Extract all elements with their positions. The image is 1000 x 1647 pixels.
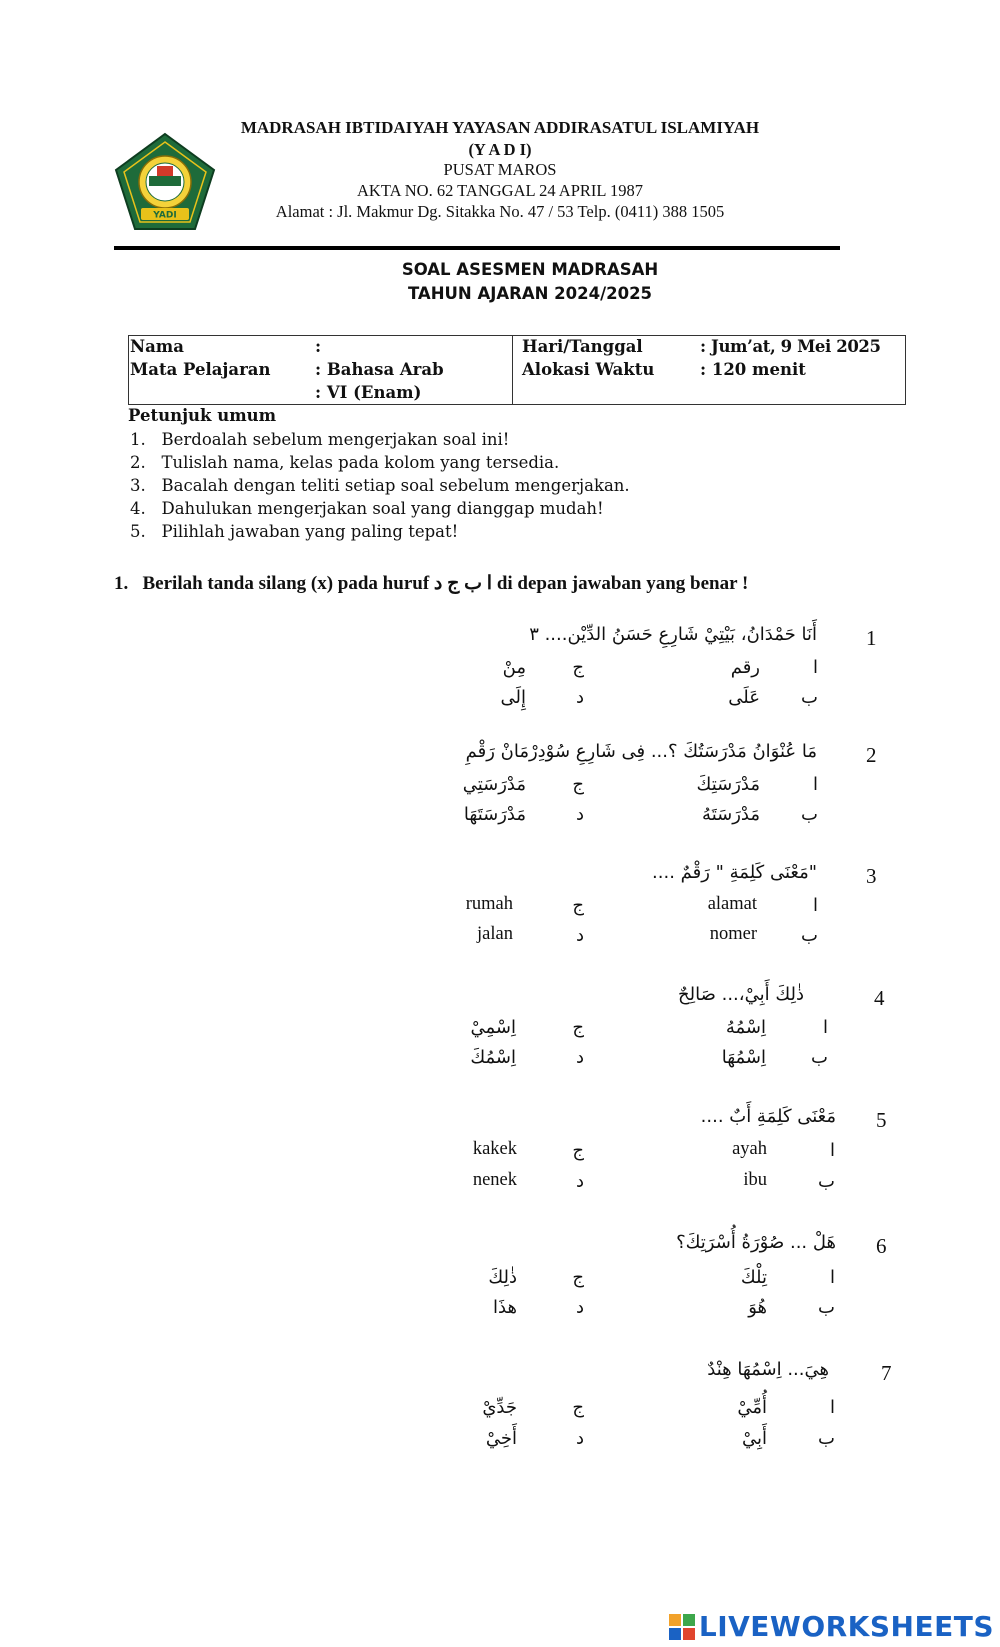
instructions-heading: Petunjuk umum — [128, 406, 277, 425]
option-letter-b: ب — [811, 1047, 828, 1068]
option-letter-a: ا — [812, 895, 818, 916]
liveworksheets-brand[interactable] — [669, 1610, 994, 1643]
option-b[interactable]: اِسْمُهَا — [721, 1047, 766, 1068]
option-d[interactable]: اِسْمُكَ — [470, 1047, 516, 1068]
mapel-value: : Bahasa Arab — [315, 360, 444, 379]
hari-value: : Jum’at, 9 Mei 2025 — [700, 337, 881, 356]
option-a[interactable]: اِسْمُهُ — [725, 1017, 766, 1038]
liveworksheets-logo-icon — [669, 1614, 695, 1640]
option-letter-c: ج — [572, 657, 584, 678]
option-letter-d: د — [575, 1297, 584, 1318]
question-number: 1 — [866, 626, 877, 650]
option-b[interactable]: مَدْرَسَتَهُ — [702, 804, 760, 825]
table-divider — [512, 336, 513, 404]
option-letter-b: ب — [801, 804, 818, 825]
option-letter-a: ا — [812, 774, 818, 795]
option-letter-c: ج — [572, 1397, 584, 1418]
option-b[interactable]: ibu — [743, 1170, 767, 1190]
question-number: 7 — [881, 1361, 892, 1385]
option-letter-a: ا — [822, 1017, 828, 1038]
logo-text: YADI — [153, 210, 177, 221]
question-text: أَنَا حَمْدَانُ، بَيْتِيْ شَارِعِ حَسَنُ الدِّيْن.... ٣ — [529, 624, 817, 645]
option-b[interactable]: هُوَ — [748, 1297, 767, 1318]
option-letter-d: د — [575, 1428, 584, 1449]
option-a[interactable]: رقم — [730, 657, 760, 678]
nama-value[interactable]: : — [315, 337, 322, 356]
option-letter-d: د — [575, 1171, 584, 1192]
option-b[interactable]: عَلَى — [728, 687, 760, 708]
option-d[interactable]: إِلَى — [500, 687, 526, 708]
instruction-item: 2. Tulislah nama, kelas pada kolom yang tersedia. — [130, 453, 560, 472]
school-name: MADRASAH IBTIDAIYAH YAYASAN ADDIRASATUL ISLAMIYAH — [240, 118, 760, 137]
option-a[interactable]: مَدْرَسَتِكَ — [696, 774, 760, 795]
brand-text: LIVEWORKSHEETS — [698, 1610, 994, 1643]
instruction-item: 5. Pilihlah jawaban yang paling tepat! — [130, 522, 459, 541]
option-letter-c: ج — [572, 895, 584, 916]
option-b[interactable]: nomer — [709, 924, 757, 944]
hari-label: Hari/Tanggal — [522, 337, 643, 356]
question-text: مَعْنَى كَلِمَةِ أَبٌ .... — [700, 1106, 836, 1127]
option-d[interactable]: مَدْرَسَتَهَا — [463, 804, 526, 825]
instruction-item: 4. Dahulukan mengerjakan soal yang dianggap mudah! — [130, 499, 604, 518]
option-letter-c: ج — [572, 1267, 584, 1288]
option-c[interactable]: rumah — [465, 894, 513, 914]
question-number: 5 — [876, 1108, 887, 1132]
option-letter-b: ب — [801, 925, 818, 946]
section-instruction: 1. Berilah tanda silang (x) pada huruf ا ب ج د di depan jawaban yang benar ! — [114, 573, 749, 594]
academic-year: TAHUN AJARAN 2024/2025 — [407, 284, 653, 303]
option-letter-d: د — [575, 925, 584, 946]
instruction-item: 1. Berdoalah sebelum mengerjakan soal ini! — [130, 430, 510, 449]
question-text: مَا عُنْوَانُ مَدْرَسَتُكَ ؟... فِى شَارِعِ سُوْدِرْمَانْ رَقْمِ — [465, 741, 817, 762]
option-a[interactable]: أُمِّيْ — [737, 1397, 767, 1418]
option-c[interactable]: اِسْمِيْ — [470, 1017, 516, 1038]
question-number: 3 — [866, 864, 877, 888]
option-c[interactable]: kakek — [472, 1139, 517, 1159]
option-letter-a: ا — [829, 1267, 835, 1288]
option-a[interactable]: ayah — [732, 1139, 767, 1159]
question-number: 4 — [874, 986, 885, 1010]
school-branch: PUSAT MAROS — [443, 160, 557, 179]
option-letter-a: ا — [829, 1397, 835, 1418]
question-number: 6 — [876, 1234, 887, 1258]
option-letter-d: د — [575, 1047, 584, 1068]
mapel-label: Mata Pelajaran — [130, 360, 271, 379]
option-a[interactable]: تِلْكَ — [740, 1267, 767, 1288]
option-letter-d: د — [575, 687, 584, 708]
alokasi-value: : 120 menit — [700, 360, 806, 379]
school-abbrev: (Y A D I) — [468, 140, 532, 159]
option-letter-d: د — [575, 804, 584, 825]
option-c[interactable]: مِنْ — [502, 657, 526, 678]
option-letter-b: ب — [818, 1297, 835, 1318]
nama-label: Nama — [130, 337, 184, 356]
instruction-item: 3. Bacalah dengan teliti setiap soal sebelum mengerjakan. — [130, 476, 630, 495]
option-d[interactable]: nenek — [472, 1170, 517, 1190]
option-letter-c: ج — [572, 774, 584, 795]
option-c[interactable]: ذٰلِكَ — [488, 1267, 517, 1288]
option-c[interactable]: مَدْرَسَتِي — [462, 774, 526, 795]
option-letter-c: ج — [572, 1017, 584, 1038]
question-number: 2 — [866, 743, 877, 767]
alokasi-label: Alokasi Waktu — [522, 360, 655, 379]
option-letter-a: ا — [812, 657, 818, 678]
option-d[interactable]: jalan — [477, 924, 513, 944]
school-deed: AKTA NO. 62 TANGGAL 24 APRIL 1987 — [357, 181, 643, 200]
option-c[interactable]: جَدِّيْ — [482, 1397, 517, 1418]
question-text: هَلْ ... صُوْرَةُ أُسْرَتِكَ؟ — [676, 1232, 836, 1253]
kelas-value: : VI (Enam) — [315, 383, 422, 402]
option-b[interactable]: أَبِيْ — [741, 1428, 767, 1449]
option-d[interactable]: أَخِيْ — [485, 1428, 517, 1449]
option-letter-b: ب — [818, 1171, 835, 1192]
question-text: هِيَ... اِسْمُهَا هِنْدٌ — [707, 1359, 829, 1380]
option-a[interactable]: alamat — [707, 894, 757, 914]
option-letter-c: ج — [572, 1140, 584, 1161]
option-d[interactable]: هذَا — [493, 1297, 517, 1318]
question-text: "مَعْنَى كَلِمَةِ " رَقْمٌ .... — [652, 862, 817, 883]
option-letter-b: ب — [818, 1428, 835, 1449]
school-address: Alamat : Jl. Makmur Dg. Sitakka No. 47 / 53 Telp. (0411) 388 1505 — [275, 202, 725, 221]
question-text: ذٰلِكَ أَبِيْ،... صَالِحٌ — [678, 984, 804, 1005]
header-rule — [114, 246, 840, 250]
exam-title: SOAL ASESMEN MADRASAH — [401, 260, 659, 279]
option-letter-b: ب — [801, 687, 818, 708]
option-letter-a: ا — [829, 1140, 835, 1161]
